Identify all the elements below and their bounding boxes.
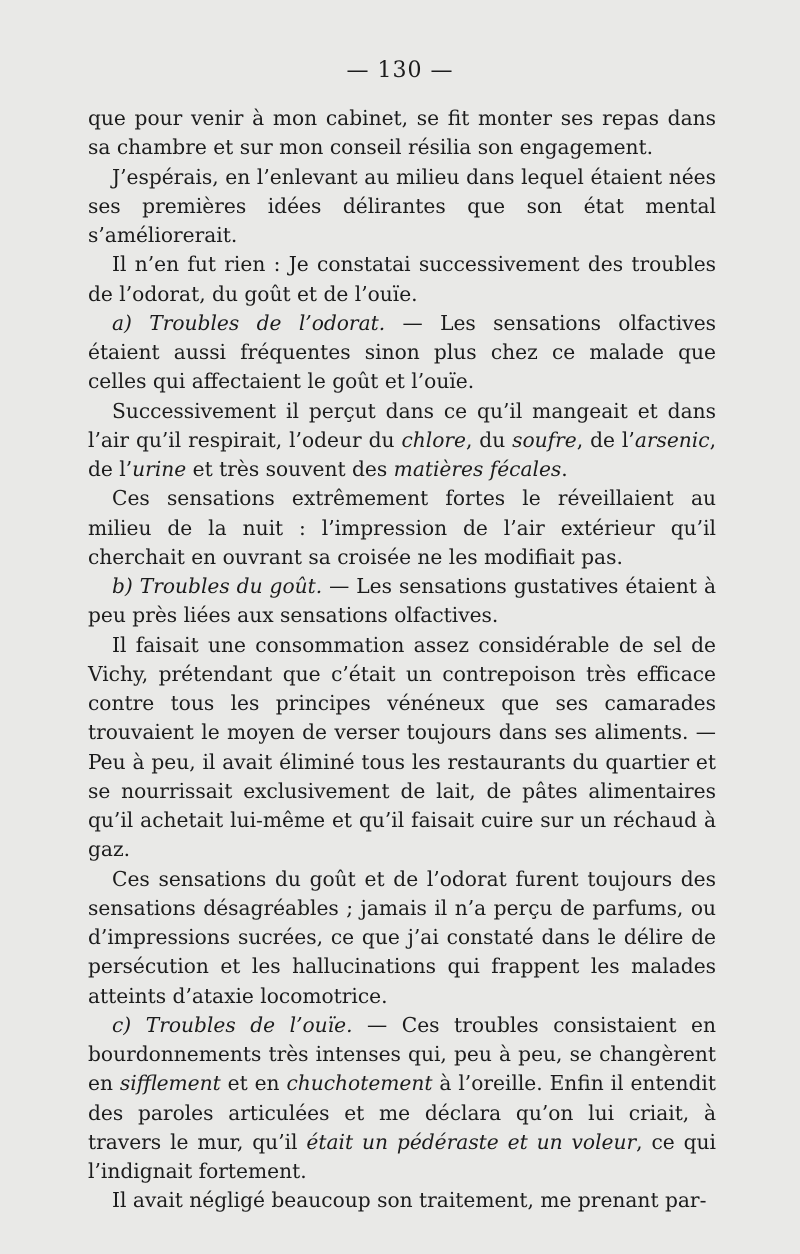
italic-text: matières fécales: [393, 457, 562, 481]
text-segment: à l’oreille. Enfin il entendit des paroles articulées et me déclara qu’on lui criait, à travers le mur, qu’il: [88, 1071, 716, 1154]
italic-text: arsenic: [634, 427, 710, 452]
paragraph: [88, 397, 716, 485]
text-segment: .: [561, 457, 568, 481]
text-segment: , de l’: [88, 427, 716, 481]
italic-text: urine: [132, 457, 187, 481]
text-segment: et très souvent des: [186, 457, 394, 481]
italic-text: était un pédéraste et un voleur: [306, 1129, 637, 1154]
text-segment: , de l’: [576, 427, 635, 452]
paragraph: [88, 572, 716, 631]
italic-text: soufre: [512, 427, 577, 452]
italic-text: sifflement: [119, 1071, 221, 1096]
paragraph: [88, 163, 716, 251]
italic-text: c) Troubles de l’ouïe.: [112, 1012, 353, 1037]
paragraph: [88, 631, 716, 865]
text-segment: Ces sensations extrêmement fortes le réveillaient au milieu de la nuit : l’impression de l’air extérieur qu’il cherchait en ouvrant sa croisée ne les modifiait pas.: [88, 486, 716, 569]
text-segment: Successivement il perçut dans ce qu’il mangeait et dans l’air qu’il respirait, l’odeur du: [88, 398, 716, 452]
body-text: [88, 104, 716, 1216]
text-segment: , du: [465, 427, 513, 452]
text-segment: — Les sensations gustatives étaient à peu près liées aux sensations olfactives.: [88, 574, 716, 628]
text-segment: Il faisait une consommation assez considérable de sel de Vichy, prétendant que c’était un contrepoison très efficace contre tous les principes vénéneux que ses camarades trouvaient le moyen de verser toujours dans ses aliments. — Peu à peu, il avait éliminé tous les restaurants du quartier et se nourrissait exclusivement de lait, de pâtes alimentaires qu’il achetait lui-même et qu’il faisait cuire sur un réchaud à gaz.: [88, 632, 716, 862]
text-segment: — Les sensations olfactives étaient aussi fréquentes sinon plus chez ce malade que celles qui affectaient le goût et l’ouïe.: [88, 310, 717, 394]
paragraph: [88, 104, 716, 163]
italic-text: b) Troubles du goût.: [112, 574, 323, 598]
text-segment: , ce qui l’indignait fortement.: [88, 1129, 716, 1183]
text-segment: — Ces troubles consistaient en bourdonnements très intenses qui, peu à peu, se changèrent en: [88, 1012, 716, 1096]
paragraph: [88, 309, 716, 397]
page-number: — 130 —: [346, 58, 454, 83]
text-segment: J’espérais, en l’enlevant au milieu dans lequel étaient nées ses premières idées délirantes que son état mental s’améliorerait.: [88, 164, 716, 247]
text-segment: Ces sensations du goût et de l’odorat furent toujours des sensations désagréables ; jamais il n’a perçu de parfums, ou d’impressions sucrées, ce que j’ai constaté dans le délire de persécution et les hallucinations qui frappent les malades atteints d’ataxie locomotrice.: [88, 866, 716, 1008]
italic-text: chuchotement: [286, 1071, 433, 1096]
text-segment: que pour venir à mon cabinet, se fit monter ses repas dans sa chambre et sur mon conseil résilia son engagement.: [88, 106, 716, 160]
text-segment: et en: [220, 1071, 287, 1096]
paragraph: [88, 250, 716, 309]
paragraph: [88, 1011, 716, 1187]
paragraph: [88, 865, 716, 1011]
text-segment: Il avait négligé beaucoup son traitement, me prenant par-: [112, 1188, 707, 1213]
text-segment: Il n’en fut rien : Je constatai successivement des troubles de l’odorat, du goût et de l’ouïe.: [88, 252, 716, 306]
italic-text: chlore: [401, 427, 466, 452]
italic-text: a) Troubles de l’odorat.: [112, 310, 386, 335]
paragraph: [88, 1186, 716, 1215]
paragraph: [88, 484, 716, 572]
